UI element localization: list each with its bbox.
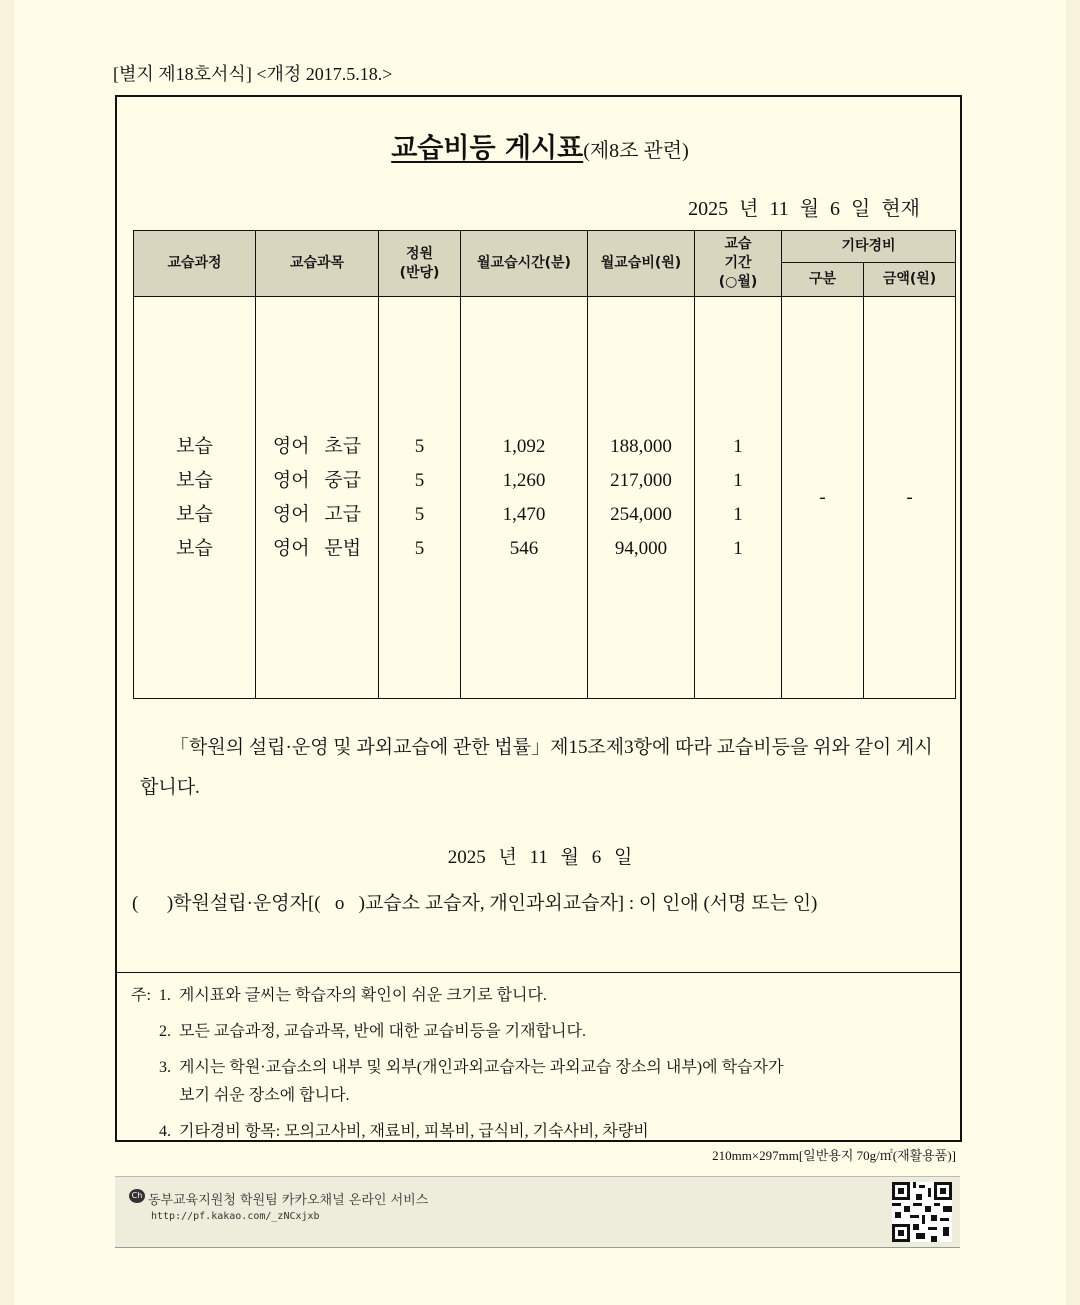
subject-column	[256, 297, 379, 699]
cell: 보습	[176, 469, 213, 491]
cell: 보습	[176, 537, 213, 559]
cell: 94,000	[614, 537, 668, 559]
cell: 1	[733, 435, 743, 457]
cell: 5	[414, 537, 425, 559]
signature-line: ( )학원설립·운영자[( o )교습소 교습자, 개인과외교습자] : 이 인애 (서명 또는 인)	[132, 893, 818, 914]
fee-table	[133, 230, 956, 699]
cell: 1,092	[502, 435, 546, 457]
footer-text: 동부교육지원청 학원팀 카카오채널 온라인 서비스	[148, 1193, 429, 1208]
header-period: 교습 기간 (○월)	[695, 231, 782, 297]
cell: 보습	[176, 503, 213, 525]
cell: 254,000	[610, 503, 672, 525]
header-minutes: 월교습시간(분)	[461, 231, 588, 297]
cell: 188,000	[610, 435, 672, 457]
cell: 영어 문법	[272, 537, 362, 559]
cell: 5	[414, 435, 425, 457]
course-column	[134, 297, 256, 699]
cell: 1	[733, 537, 743, 559]
cell: 546	[509, 537, 539, 559]
cell: 보습	[176, 435, 213, 457]
header-other: 기타경비	[782, 231, 956, 263]
note-item: 4. 기타경비 항목: 모의고사비, 재료비, 피복비, 급식비, 기숙사비, 차량비	[131, 1123, 649, 1140]
header-subject: 교습과목	[256, 231, 379, 297]
kakao-channel-icon: Ch	[129, 1189, 145, 1203]
cell: 217,000	[610, 469, 672, 491]
title-ref: (제8조 관련)	[583, 140, 689, 162]
form-number: [별지 제18호서식] <개정 2017.5.18.>	[113, 64, 393, 84]
cell: 5	[414, 503, 425, 525]
divider	[117, 972, 960, 973]
paper-spec: 210mm×297mm[일반용지 70g/㎡(재활용품)]	[712, 1148, 956, 1163]
notes	[131, 978, 783, 1150]
notice-text: 「학원의 설립·운영 및 과외교습에 관한 법률」제15조제3항에 따라 교습비등을 위와 같이 게시합니다.	[140, 737, 933, 798]
title-text: 교습비등 게시표	[391, 133, 584, 164]
note-item: 주: 1. 게시표와 글씨는 학습자의 확인이 쉬운 크기로 합니다.	[131, 987, 547, 1004]
minutes-column	[461, 297, 588, 699]
header-capacity: 정원 (반당)	[379, 231, 461, 297]
cell: 1	[733, 503, 743, 525]
cell: 영어 중급	[272, 469, 362, 491]
cell: 1,470	[502, 503, 546, 525]
cell: 영어 초급	[272, 435, 362, 457]
cell: 5	[414, 469, 425, 491]
note-item: 2. 모든 교습과정, 교습과목, 반에 대한 교습비등을 기재합니다.	[131, 1023, 586, 1040]
other-amount-cell: -	[864, 297, 956, 699]
note-item: 3. 게시는 학원·교습소의 내부 및 외부(개인과외교습자는 과외교습 장소의 내부)에 학습자가 보기 쉬운 장소에 합니다.	[159, 1059, 784, 1104]
cell: 영어 고급	[272, 503, 362, 525]
header-other-type: 구분	[782, 263, 864, 297]
qr-code-icon	[892, 1182, 952, 1242]
page-title	[0, 126, 1080, 165]
cell: 1	[733, 469, 743, 491]
other-type-cell: -	[782, 297, 864, 699]
header-other-amount: 금액(원)	[864, 263, 956, 297]
fee-column	[588, 297, 695, 699]
footer-banner[interactable]	[115, 1176, 960, 1248]
footer-url-link[interactable]: http://pf.kakao.com/_zNCxjxb	[151, 1211, 320, 1222]
header-course: 교습과정	[134, 231, 256, 297]
capacity-column	[379, 297, 461, 699]
cell: 1,260	[502, 469, 546, 491]
as-of-date: 2025 년 11 월 6 일 현재	[688, 198, 920, 220]
header-fee: 월교습비(원)	[588, 231, 695, 297]
sign-date: 2025 년 11 월 6 일	[447, 847, 633, 868]
period-column	[695, 297, 782, 699]
